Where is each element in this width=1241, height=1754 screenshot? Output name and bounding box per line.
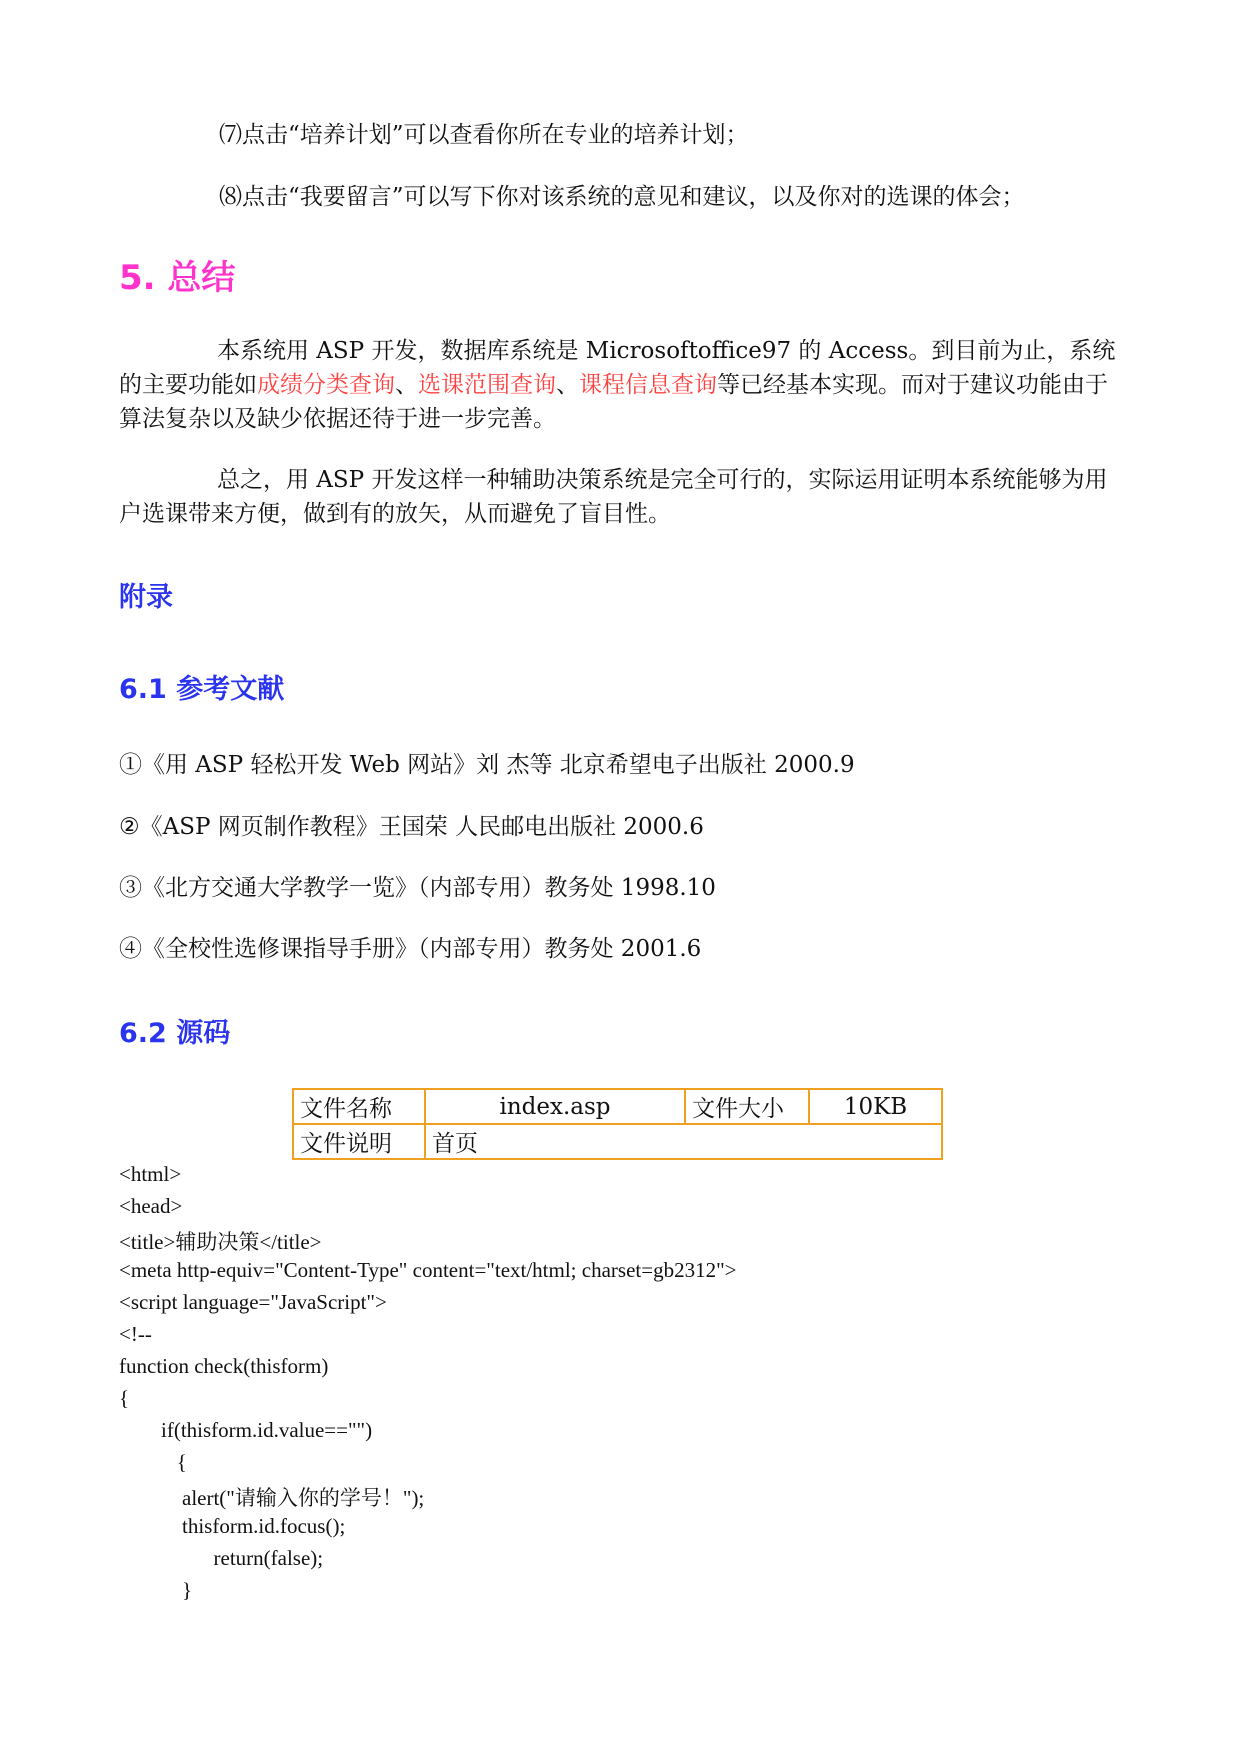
code-line: <!-- bbox=[119, 1322, 152, 1346]
link-score-query[interactable]: 成绩分类查询 bbox=[257, 372, 395, 398]
list-item-7: ⑺点击“培养计划”可以查看你所在专业的培养计划； bbox=[219, 122, 749, 148]
appendix-heading: 附录 bbox=[119, 582, 173, 613]
code-line: function check(thisform) bbox=[119, 1354, 329, 1378]
summary-text-b: 等已经基本实现。而对于建议功能由于算法复杂以及缺少依据还待于进一步完善。 bbox=[119, 372, 1108, 432]
code-line: <script language="JavaScript"> bbox=[119, 1290, 387, 1314]
source-code-heading: 6.2 源码 bbox=[119, 1018, 231, 1049]
separator-1: 、 bbox=[395, 372, 418, 398]
file-size-label: 文件大小 bbox=[685, 1089, 809, 1124]
summary-text-a: 本系统用 ASP 开发，数据库系统是 Microsoftoffice97 的 Access。到目前为止，系统的主要功能如 bbox=[119, 338, 1116, 398]
summary-paragraph-2: 总之，用 ASP 开发这样一种辅助决策系统是完全可行的，实际运用证明本系统能够为用户选课带来方便，做到有的放矢，从而避免了盲目性。 bbox=[119, 467, 1108, 527]
code-line: } bbox=[119, 1578, 193, 1602]
reference-item: ①《用 ASP 轻松开发 Web 网站》刘 杰等 北京希望电子出版社 2000.9 bbox=[119, 752, 855, 778]
link-course-info-query[interactable]: 课程信息查询 bbox=[579, 372, 717, 398]
code-line: { bbox=[119, 1386, 130, 1410]
code-line: { bbox=[119, 1450, 187, 1474]
reference-item: ②《ASP 网页制作教程》王国荣 人民邮电出版社 2000.6 bbox=[119, 814, 704, 840]
code-line: <html> bbox=[119, 1162, 182, 1186]
file-desc-value: 首页 bbox=[425, 1124, 942, 1159]
code-line: alert("请输入你的学号！"); bbox=[119, 1486, 425, 1510]
code-line: thisform.id.focus(); bbox=[119, 1514, 346, 1538]
file-name-value: index.asp bbox=[425, 1089, 685, 1124]
code-line: return(false); bbox=[119, 1546, 324, 1570]
file-size-value: 10KB bbox=[809, 1089, 942, 1124]
reference-item: ④《全校性选修课指导手册》（内部专用）教务处 2001.6 bbox=[119, 936, 702, 962]
summary-paragraph-1 bbox=[119, 334, 1129, 436]
code-line: <head> bbox=[119, 1194, 183, 1218]
file-name-label: 文件名称 bbox=[293, 1089, 425, 1124]
link-range-query[interactable]: 选课范围查询 bbox=[418, 372, 556, 398]
section-heading-summary: 5. 总结 bbox=[119, 258, 236, 298]
list-item-8: ⑻点击“我要留言”可以写下你对该系统的意见和建议，以及你对的选课的体会； bbox=[219, 184, 1025, 210]
references-heading: 6.1 参考文献 bbox=[119, 674, 285, 705]
file-desc-label: 文件说明 bbox=[293, 1124, 425, 1159]
code-line: <title>辅助决策</title> bbox=[119, 1230, 322, 1254]
file-info-table bbox=[292, 1088, 943, 1160]
separator-2: 、 bbox=[556, 372, 579, 398]
code-line: <meta http-equiv="Content-Type" content="text/html; charset=gb2312"> bbox=[119, 1258, 737, 1282]
reference-item: ③《北方交通大学教学一览》（内部专用）教务处 1998.10 bbox=[119, 875, 716, 901]
code-line: if(thisform.id.value=="") bbox=[119, 1418, 373, 1442]
